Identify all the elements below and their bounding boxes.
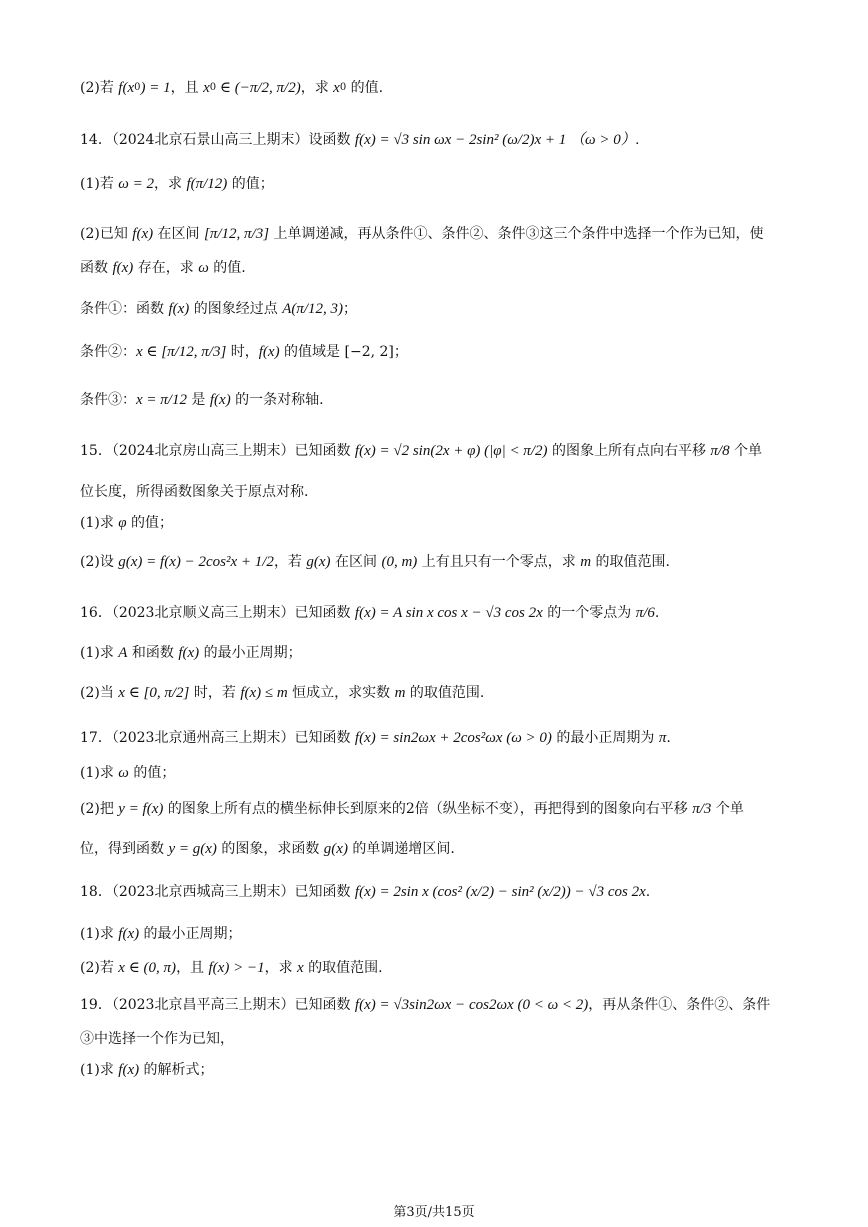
text-line [80, 342, 808, 362]
text-line [80, 839, 808, 859]
math-expression: f(x) [168, 301, 190, 317]
text-segment: 的最小正周期为 [551, 730, 659, 746]
text-segment: 条件①：函数 [80, 301, 169, 317]
text-segment: 在区间 [330, 554, 382, 570]
math-expression: x = π/12 [136, 392, 187, 408]
text-line [80, 224, 808, 244]
text-line [80, 643, 808, 663]
text-segment: [−2, 2] [344, 344, 394, 360]
text-segment: ，求 [154, 176, 187, 192]
math-expression: f(x) [118, 1062, 140, 1078]
text-segment: 时，若 [189, 685, 241, 701]
text-segment: 个单 [729, 443, 763, 459]
text-segment: 的值； [227, 176, 274, 192]
math-expression: ω = 2 [118, 176, 154, 192]
text-line [80, 728, 808, 748]
text-segment: 的取值范围. [591, 554, 670, 570]
text-segment: 的值. [208, 260, 246, 276]
math-expression: f(x) = A sin x cos x − √3 cos 2x [354, 605, 543, 621]
text-line [80, 995, 808, 1015]
math-expression: x ∈ [0, π/2] [118, 685, 190, 701]
subscript: 0 [134, 82, 141, 93]
math-expression: [π/12, π/3] [204, 226, 270, 242]
text-segment: 的图象，求函数 [216, 841, 324, 857]
text-line [80, 958, 808, 978]
text-segment: 条件③： [80, 392, 136, 408]
text-segment: . [666, 730, 671, 746]
math-expression: (0, m) [381, 554, 418, 570]
text-segment: 在区间 [153, 226, 205, 242]
text-segment: 的最小正周期； [199, 645, 302, 661]
subscript: 0 [209, 82, 217, 93]
math-expression: y = f(x) [118, 801, 164, 817]
math-expression: A [118, 645, 128, 661]
math-expression: f(x) [132, 226, 154, 242]
math-expression: f(x [118, 80, 135, 96]
text-segment: (1)求 [80, 926, 119, 942]
text-segment: 的图象经过点 [189, 301, 283, 317]
subscript: 0 [339, 82, 347, 93]
page-footer: 第3页/共15页 [393, 1205, 475, 1220]
text-segment: 的一个零点为 [542, 605, 636, 621]
text-segment: ③中选择一个作为已知， [80, 1031, 234, 1047]
text-segment: ，求 [264, 960, 298, 976]
text-line [80, 130, 808, 150]
text-segment: (1)求 [80, 645, 119, 661]
math-expression: x ∈ [π/12, π/3] [136, 344, 227, 360]
text-line [80, 683, 808, 703]
math-expression: f(x) = √3 sin ωx − 2sin² (ω/2)x + 1 [354, 132, 567, 148]
text-line [80, 799, 808, 819]
text-segment: 的值； [128, 765, 176, 781]
text-segment: (1)若 [80, 176, 119, 192]
text-segment: (2)已知 [80, 226, 133, 242]
text-segment: 上有且只有一个零点，求 [417, 554, 581, 570]
text-segment: ，且 [170, 80, 204, 96]
text-segment: 的值域是 [279, 344, 345, 360]
text-segment: 个单 [711, 801, 744, 817]
text-line [80, 1060, 808, 1080]
text-segment: 的图象上所有点向右平移 [547, 443, 711, 459]
text-line [80, 924, 808, 944]
text-segment: . [645, 884, 651, 900]
text-segment: (2)若 [80, 80, 119, 96]
text-segment: 18．（2023北京西城高三上期末）已知函数 [80, 884, 355, 900]
math-expression: y = g(x) [168, 841, 217, 857]
text-line [80, 441, 808, 461]
math-expression: x [203, 80, 210, 96]
math-expression: A(π/12, 3) [282, 301, 344, 317]
text-segment: (2)把 [80, 801, 119, 817]
math-expression: f(x) [178, 645, 200, 661]
text-line [80, 603, 808, 623]
text-segment: (2)设 [80, 554, 119, 570]
text-segment: 的单调递增区间. [347, 841, 455, 857]
text-line [80, 1029, 808, 1049]
text-segment: ； [343, 301, 358, 317]
math-expression: x ∈ (0, π) [118, 960, 177, 976]
text-segment: ，若 [273, 554, 307, 570]
math-expression: x [297, 960, 304, 976]
text-segment: 的图象上所有点的横坐标伸长到原来的2倍（纵坐标不变），再把得到的图象向右平移 [163, 801, 693, 817]
text-line [80, 390, 808, 410]
math-expression: m [580, 554, 592, 570]
text-segment: ，再从条件①、条件②、条件 [588, 997, 771, 1013]
text-segment: 函数 [80, 260, 113, 276]
text-segment: 15．（2024北京房山高三上期末）已知函数 [80, 443, 355, 459]
math-expression: f(π/12) [186, 176, 228, 192]
math-expression: f(x) = √2 sin(2x + φ) (|φ| < π/2) [354, 443, 548, 459]
text-segment: 14．（2024北京石景山高三上期末）设函数 [80, 132, 355, 148]
text-segment: 的解析式； [139, 1062, 214, 1078]
math-expression: f(x) ≤ m [240, 685, 288, 701]
math-expression: ∈ (−π/2, π/2) [216, 80, 301, 96]
text-segment: 恒成立，求实数 [287, 685, 395, 701]
text-segment: 是 [186, 392, 210, 408]
text-line [80, 482, 808, 502]
math-expression: m [394, 685, 406, 701]
text-segment: ，求 [300, 80, 334, 96]
math-expression: φ [118, 515, 127, 531]
text-segment: 的取值范围. [303, 960, 383, 976]
math-expression: ) = 1 [140, 80, 171, 96]
math-expression: ω [118, 765, 129, 781]
text-segment: (1)求 [80, 765, 119, 781]
math-expression: g(x) [306, 554, 331, 570]
math-expression: g(x) = f(x) − 2cos²x + 1/2 [118, 554, 274, 570]
text-line [80, 763, 808, 783]
text-segment: 位，得到函数 [80, 841, 169, 857]
text-segment: . [654, 605, 660, 621]
math-expression: g(x) [323, 841, 348, 857]
text-segment: 条件②： [80, 344, 136, 360]
text-segment: 16．（2023北京顺义高三上期末）已知函数 [80, 605, 355, 621]
math-expression: f(x) [118, 926, 140, 942]
text-line [80, 882, 808, 902]
math-expression: （ω > 0）. [566, 132, 640, 148]
text-segment: 的值； [126, 515, 174, 531]
math-expression: x [333, 80, 340, 96]
math-expression: f(x) = sin2ωx + 2cos²ωx (ω > 0) [354, 730, 552, 746]
text-segment: 和函数 [127, 645, 179, 661]
math-expression: f(x) = √3sin2ωx − cos2ωx (0 < ω < 2) [354, 997, 589, 1013]
text-line [80, 258, 808, 278]
math-expression: π [658, 730, 667, 746]
text-segment: ，且 [176, 960, 209, 976]
text-segment: 的值. [346, 80, 384, 96]
math-expression: π/8 [710, 443, 730, 459]
text-line [80, 78, 808, 98]
text-segment: 17．（2023北京通州高三上期末）已知函数 [80, 730, 355, 746]
text-segment: (2)若 [80, 960, 119, 976]
math-expression: ω [198, 260, 209, 276]
math-expression: f(x) > −1 [208, 960, 265, 976]
text-segment: 上单调递减，再从条件①、条件②、条件③这三个条件中选择一个作为已知，使 [269, 226, 764, 242]
math-expression: f(x) [112, 260, 134, 276]
text-segment: 存在，求 [133, 260, 199, 276]
text-segment: 19．（2023北京昌平高三上期末）已知函数 [80, 997, 355, 1013]
text-segment: (1)求 [80, 1062, 119, 1078]
text-segment: 的取值范围. [405, 685, 485, 701]
text-line [80, 174, 808, 194]
text-segment: (1)求 [80, 515, 119, 531]
math-expression: f(x) = 2sin x (cos² (x/2) − sin² (x/2)) − √3 cos 2x [354, 884, 646, 900]
text-line [80, 552, 808, 572]
math-expression: f(x) [209, 392, 231, 408]
text-segment: 的最小正周期； [139, 926, 242, 942]
text-segment: 时， [226, 344, 259, 360]
text-line [80, 513, 808, 533]
text-segment: 位长度，所得函数图象关于原点对称. [80, 484, 309, 500]
math-expression: π/6 [635, 605, 655, 621]
text-segment: ； [393, 344, 408, 360]
text-line [80, 299, 808, 319]
text-segment: (2)当 [80, 685, 119, 701]
math-expression: f(x) [258, 344, 280, 360]
math-expression: π/3 [692, 801, 712, 817]
text-segment: 的一条对称轴. [230, 392, 324, 408]
